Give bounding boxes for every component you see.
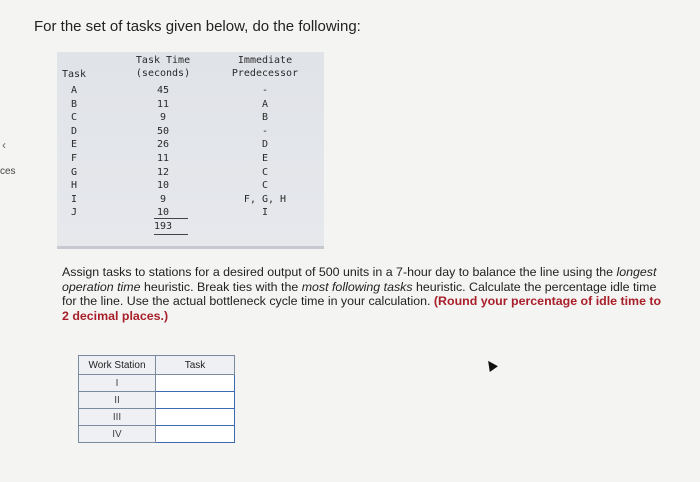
time-cell: 10 <box>156 207 170 219</box>
task-cell: C <box>70 112 78 124</box>
task-column <box>60 84 88 220</box>
station-label: I <box>79 375 156 392</box>
task-table <box>57 52 324 249</box>
time-cell: 26 <box>156 139 170 151</box>
work-station-table <box>78 355 235 443</box>
task-column-header: Task <box>61 69 87 80</box>
time-cell: 11 <box>156 98 170 110</box>
task-cell: I <box>70 193 78 205</box>
station-label: III <box>79 409 156 426</box>
task-cell: A <box>70 85 78 96</box>
predecessor-cell: A <box>261 98 269 110</box>
station-label: II <box>79 392 156 409</box>
work-station-header: Work Station <box>79 356 156 375</box>
sidebar-tab-label[interactable]: ces <box>0 166 16 177</box>
predecessor-cell: C <box>261 180 269 192</box>
predecessor-cell: I <box>261 207 269 219</box>
station-task-input[interactable] <box>156 426 235 443</box>
predecessor-cell: C <box>261 166 269 178</box>
task-cell: B <box>70 98 78 110</box>
question-heading: For the set of tasks given below, do the following: <box>34 18 361 35</box>
emphasis-most-following-tasks: most following tasks <box>301 279 413 294</box>
station-task-input[interactable] <box>156 409 235 426</box>
predecessor-cell: D <box>261 139 269 151</box>
predecessor-cell: E <box>261 152 269 164</box>
task-cell: D <box>70 125 78 137</box>
time-cell: 9 <box>159 112 167 124</box>
task-cell: G <box>70 166 78 178</box>
task-cell: F <box>70 152 78 164</box>
time-cell: 50 <box>156 125 170 137</box>
station-label: IV <box>79 426 156 443</box>
mouse-cursor-icon <box>484 358 498 372</box>
station-row <box>79 409 235 426</box>
station-task-input[interactable] <box>156 375 235 392</box>
time-cell: 45 <box>156 85 170 96</box>
predecessor-cell: B <box>261 112 269 124</box>
time-cell: 12 <box>156 166 170 178</box>
time-cell: 10 <box>156 180 170 192</box>
task-time-column-header: Task Time (seconds) <box>135 55 191 79</box>
time-cell: 9 <box>159 193 167 205</box>
task-header: Task <box>156 356 235 375</box>
predecessor-cell: F, G, H <box>243 193 287 205</box>
total-underline <box>154 234 188 235</box>
total-time-value: 193 <box>153 221 173 232</box>
predecessor-cell: - <box>261 85 269 96</box>
task-cell: H <box>70 180 78 192</box>
rounding-note: (Round your percentage of idle time to 2 decimal places.) <box>62 294 662 323</box>
station-row <box>79 375 235 392</box>
total-rule <box>154 218 188 219</box>
predecessor-column <box>222 84 308 220</box>
back-chevron-icon[interactable]: ‹ <box>2 138 6 152</box>
task-cell: J <box>70 207 78 219</box>
task-cell: E <box>70 139 78 151</box>
task-time-column <box>136 84 190 220</box>
time-cell: 11 <box>156 152 170 164</box>
station-row <box>79 392 235 409</box>
instructions-paragraph: Assign tasks to stations for a desired output of 500 units in a 7-hour day to balance the line using the longest operation time heuristic. Break ties with the most following tasks heuristic. Calculate the percentage idle time for the line. Use the actual bottleneck cycle time in your calculation. (Round your percentage of idle time to 2 decimal places.) <box>62 265 662 323</box>
predecessor-column-header: Immediate Predecessor <box>231 55 299 79</box>
predecessor-cell: - <box>261 125 269 137</box>
station-task-input[interactable] <box>156 392 235 409</box>
emphasis-longest-operation-time: longest operation time <box>62 265 657 294</box>
station-row <box>79 426 235 443</box>
